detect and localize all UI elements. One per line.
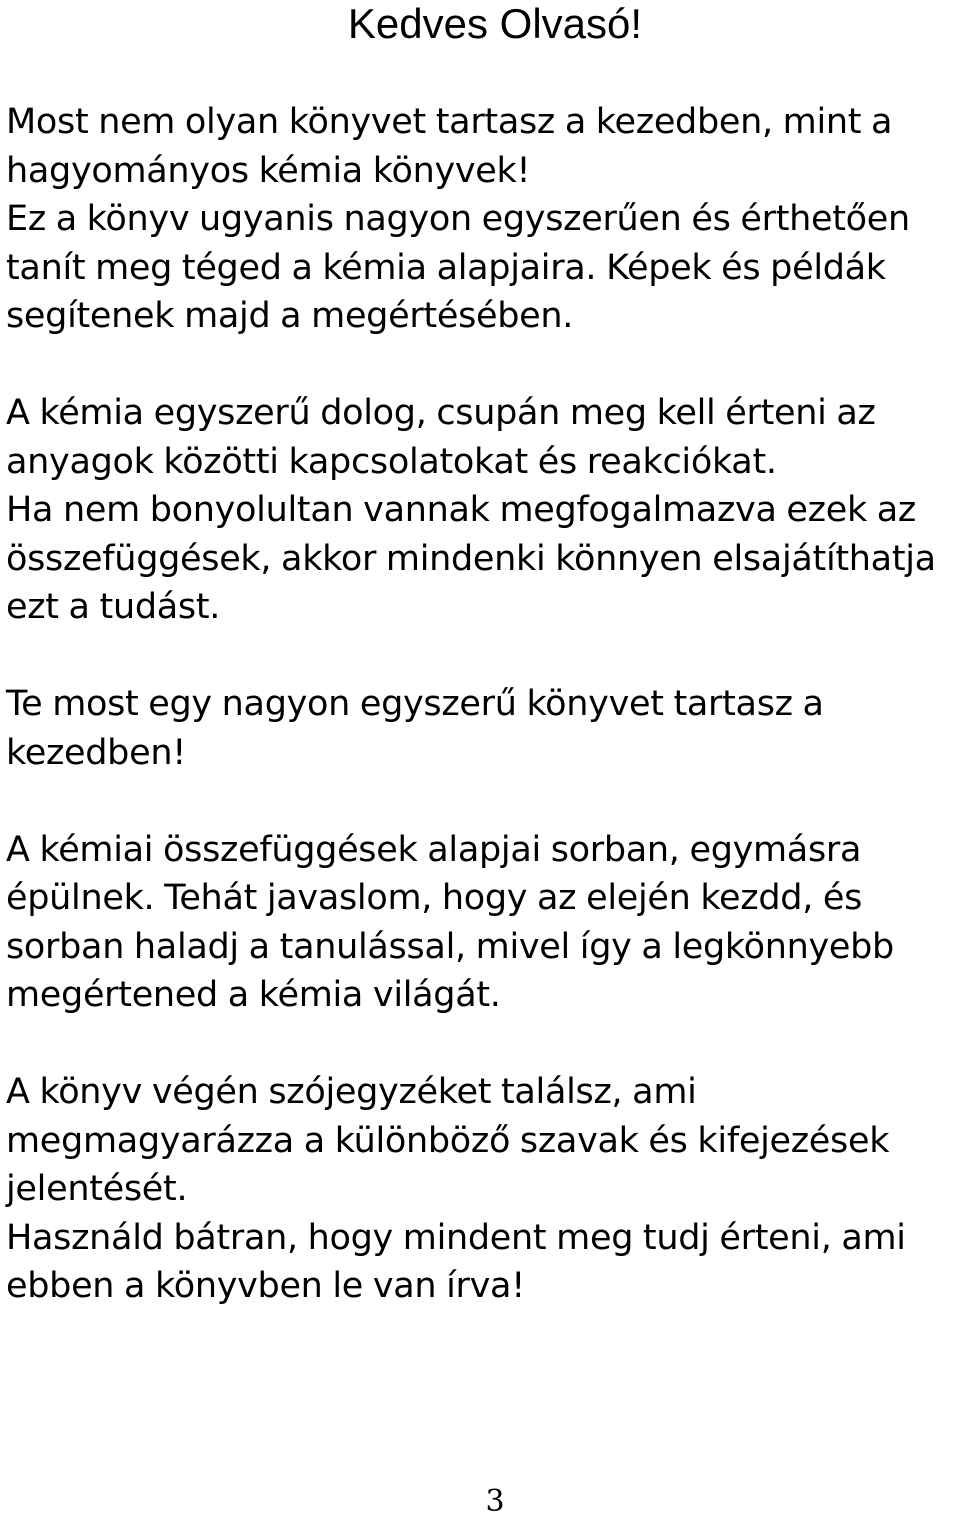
paragraph-simple-book [6, 680, 956, 777]
text-line: A kémia egyszerű dolog, csupán meg kell érteni az [6, 393, 876, 433]
text-line: épülnek. Tehát javaslom, hogy az elején kezdd, és [6, 878, 863, 918]
paragraph-gap [6, 341, 956, 390]
text-line: segítenek majd a megértésében. [6, 296, 574, 336]
page-title: Kedves Olvasó! [347, 0, 643, 47]
text-line: Te most egy nagyon egyszerű könyvet tartasz a [6, 684, 824, 724]
text-line: kezedben! [6, 732, 186, 773]
text-line: megértened a kémia világát. [6, 975, 501, 1015]
paragraph-intro [6, 98, 956, 341]
paragraph-chemistry-simple [6, 389, 956, 632]
text-line: ezt a tudást. [6, 587, 221, 627]
text-line: A könyv végén szójegyzéket találsz, ami [6, 1072, 697, 1112]
text-line: Használd bátran, hogy mindent meg tudj érteni, ami [6, 1217, 906, 1258]
text-line: Most nem olyan könyvet tartasz a kezedben, mint a [6, 102, 893, 142]
page-number: 3 [485, 1484, 505, 1519]
body-text [6, 98, 956, 1311]
text-line: anyagok közötti kapcsolatokat és reakciókat. [6, 441, 777, 482]
text-line: Ha nem bonyolultan vannak megfogalmazva ezek az [6, 490, 916, 530]
paragraph-order [6, 826, 956, 1020]
text-line: A kémiai összefüggések alapjai sorban, egymásra [6, 829, 862, 870]
text-line: jelentését. [6, 1169, 188, 1209]
text-line: ebben a könyvben le van írva! [6, 1266, 525, 1306]
text-line: Ez a könyv ugyanis nagyon egyszerűen és érthetően [6, 199, 910, 239]
paragraph-gap [6, 777, 956, 826]
paragraph-gap [6, 1020, 956, 1069]
text-line: összefüggések, akkor mindenki könnyen elsajátíthatja [6, 538, 936, 579]
text-line: hagyományos kémia könyvek! [6, 150, 531, 191]
paragraph-gap [6, 632, 956, 681]
paragraph-glossary [6, 1068, 956, 1311]
text-line: megmagyarázza a különböző szavak és kifejezések [6, 1120, 890, 1161]
text-line: sorban haladj a tanulással, mivel így a legkönnyebb [6, 926, 894, 967]
text-line: tanít meg téged a kémia alapjaira. Képek és példák [6, 247, 886, 288]
